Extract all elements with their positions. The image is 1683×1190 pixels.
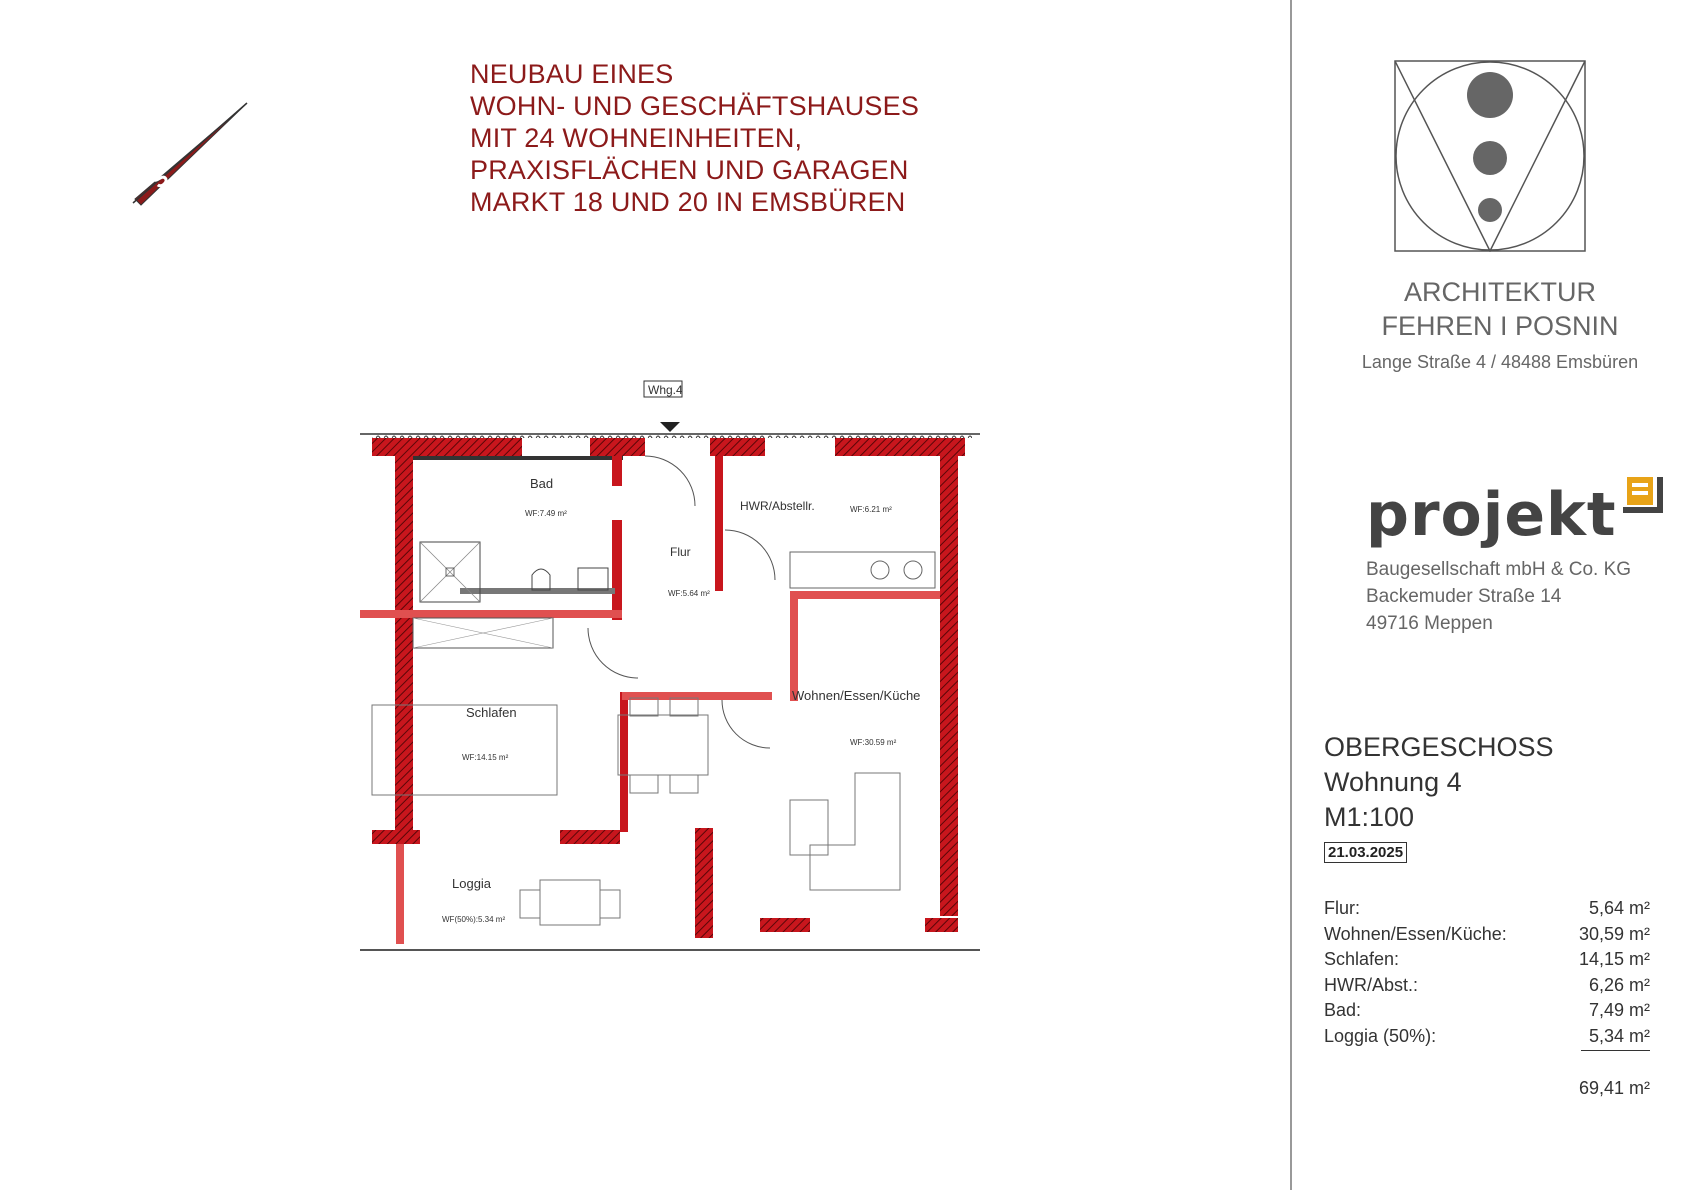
room-area: WF:5.64 m² xyxy=(668,589,710,598)
floor-plan xyxy=(360,370,980,990)
area-label: Bad: xyxy=(1324,1000,1362,1020)
room-loggia xyxy=(442,876,505,924)
vertical-divider xyxy=(1290,0,1292,1190)
room-name: Loggia xyxy=(452,876,492,891)
room-name: Schlafen xyxy=(466,705,517,720)
area-value: 30,59 m² xyxy=(1578,923,1650,944)
room-name: Flur xyxy=(670,545,691,559)
room-name: HWR/Abstellr. xyxy=(740,499,815,513)
room-wohnen xyxy=(792,688,920,747)
scale: M1:100 xyxy=(1324,802,1415,832)
north-arrow-icon xyxy=(125,95,255,210)
room-schlafen xyxy=(462,705,517,762)
developer-address xyxy=(1366,556,1631,637)
exterior-wall-left xyxy=(395,456,413,836)
area-label: HWR/Abst.: xyxy=(1324,974,1419,995)
exterior-wall-top xyxy=(360,434,980,456)
area-label: Loggia (50%): xyxy=(1324,1025,1437,1046)
area-row xyxy=(1324,924,1650,950)
area-row xyxy=(1324,949,1650,975)
exterior-wall-right xyxy=(940,456,958,916)
washbasin xyxy=(578,568,608,590)
developer-line: 49716 Meppen xyxy=(1366,613,1493,634)
shower xyxy=(420,542,480,602)
title-line: WOHN- UND GESCHÄFTSHAUSES xyxy=(470,91,920,121)
toilet xyxy=(532,569,550,590)
room-hwr xyxy=(740,499,892,514)
room-area: WF:6.21 m² xyxy=(850,505,892,514)
architect-line: ARCHITEKTUR xyxy=(1403,277,1596,307)
title-line: MARKT 18 UND 20 IN EMSBÜREN xyxy=(470,187,906,217)
area-label: Wohnen/Essen/Küche: xyxy=(1324,923,1507,944)
area-value: 5,34 m² xyxy=(1581,1026,1650,1052)
total-area: 69,41 m² xyxy=(1578,1078,1650,1098)
area-row xyxy=(1324,1000,1650,1026)
developer-logo-mark-icon xyxy=(1623,475,1673,527)
developer-line: Backemuder Straße 14 xyxy=(1366,586,1562,607)
unit-tag-text: Whg.4 xyxy=(648,383,683,397)
room-name: Bad xyxy=(530,476,554,491)
architect-name xyxy=(1290,275,1683,343)
project-title xyxy=(470,58,919,218)
floor-level: OBERGESCHOSS xyxy=(1324,732,1554,762)
title-line: PRAXISFLÄCHEN UND GARAGEN xyxy=(470,155,909,185)
room-flur xyxy=(668,545,710,598)
room-area: WF:7.49 m² xyxy=(525,509,567,518)
area-row xyxy=(1324,1026,1650,1052)
sofa xyxy=(790,773,900,890)
plan-date: 21.03.2025 xyxy=(1324,842,1407,863)
room-area: WF:30.59 m² xyxy=(850,738,897,747)
developer-line: Baugesellschaft mbH & Co. KG xyxy=(1366,559,1632,580)
area-label: Schlafen: xyxy=(1324,949,1400,969)
unit-name: Wohnung 4 xyxy=(1324,767,1462,797)
room-area: WF(50%):5.34 m² xyxy=(442,915,506,924)
loggia-table xyxy=(520,880,620,925)
entrance-marker-icon xyxy=(660,422,680,432)
area-row xyxy=(1324,898,1650,924)
area-value: 7,49 m² xyxy=(1588,1000,1650,1020)
hwr-appliances xyxy=(790,552,935,588)
area-value: 5,64 m² xyxy=(1588,898,1650,918)
architect-line: FEHREN I POSNIN xyxy=(1381,311,1619,341)
dining-table xyxy=(618,698,708,793)
title-line: MIT 24 WOHNEINHEITEN, xyxy=(470,123,803,153)
wardrobe xyxy=(413,618,553,648)
room-name: Wohnen/Essen/Küche xyxy=(792,688,921,703)
developer-logo xyxy=(1366,475,1673,550)
room-area: WF:14.15 m² xyxy=(462,753,509,762)
area-value: 14,15 m² xyxy=(1578,949,1650,969)
floor-info xyxy=(1324,730,1554,835)
area-row xyxy=(1324,975,1650,1001)
unit-tag xyxy=(644,381,683,397)
area-table xyxy=(1324,898,1650,1051)
svg-text:S: S xyxy=(145,164,174,194)
room-bad xyxy=(525,476,567,518)
area-label: Flur: xyxy=(1324,898,1360,918)
architect-logo-icon xyxy=(1394,60,1586,252)
architect-address: Lange Straße 4 / 48488 Emsbüren xyxy=(1361,352,1639,372)
title-line: NEUBAU EINES xyxy=(470,59,674,89)
developer-logo-text: projekt xyxy=(1366,480,1617,550)
area-value: 6,26 m² xyxy=(1588,974,1650,995)
